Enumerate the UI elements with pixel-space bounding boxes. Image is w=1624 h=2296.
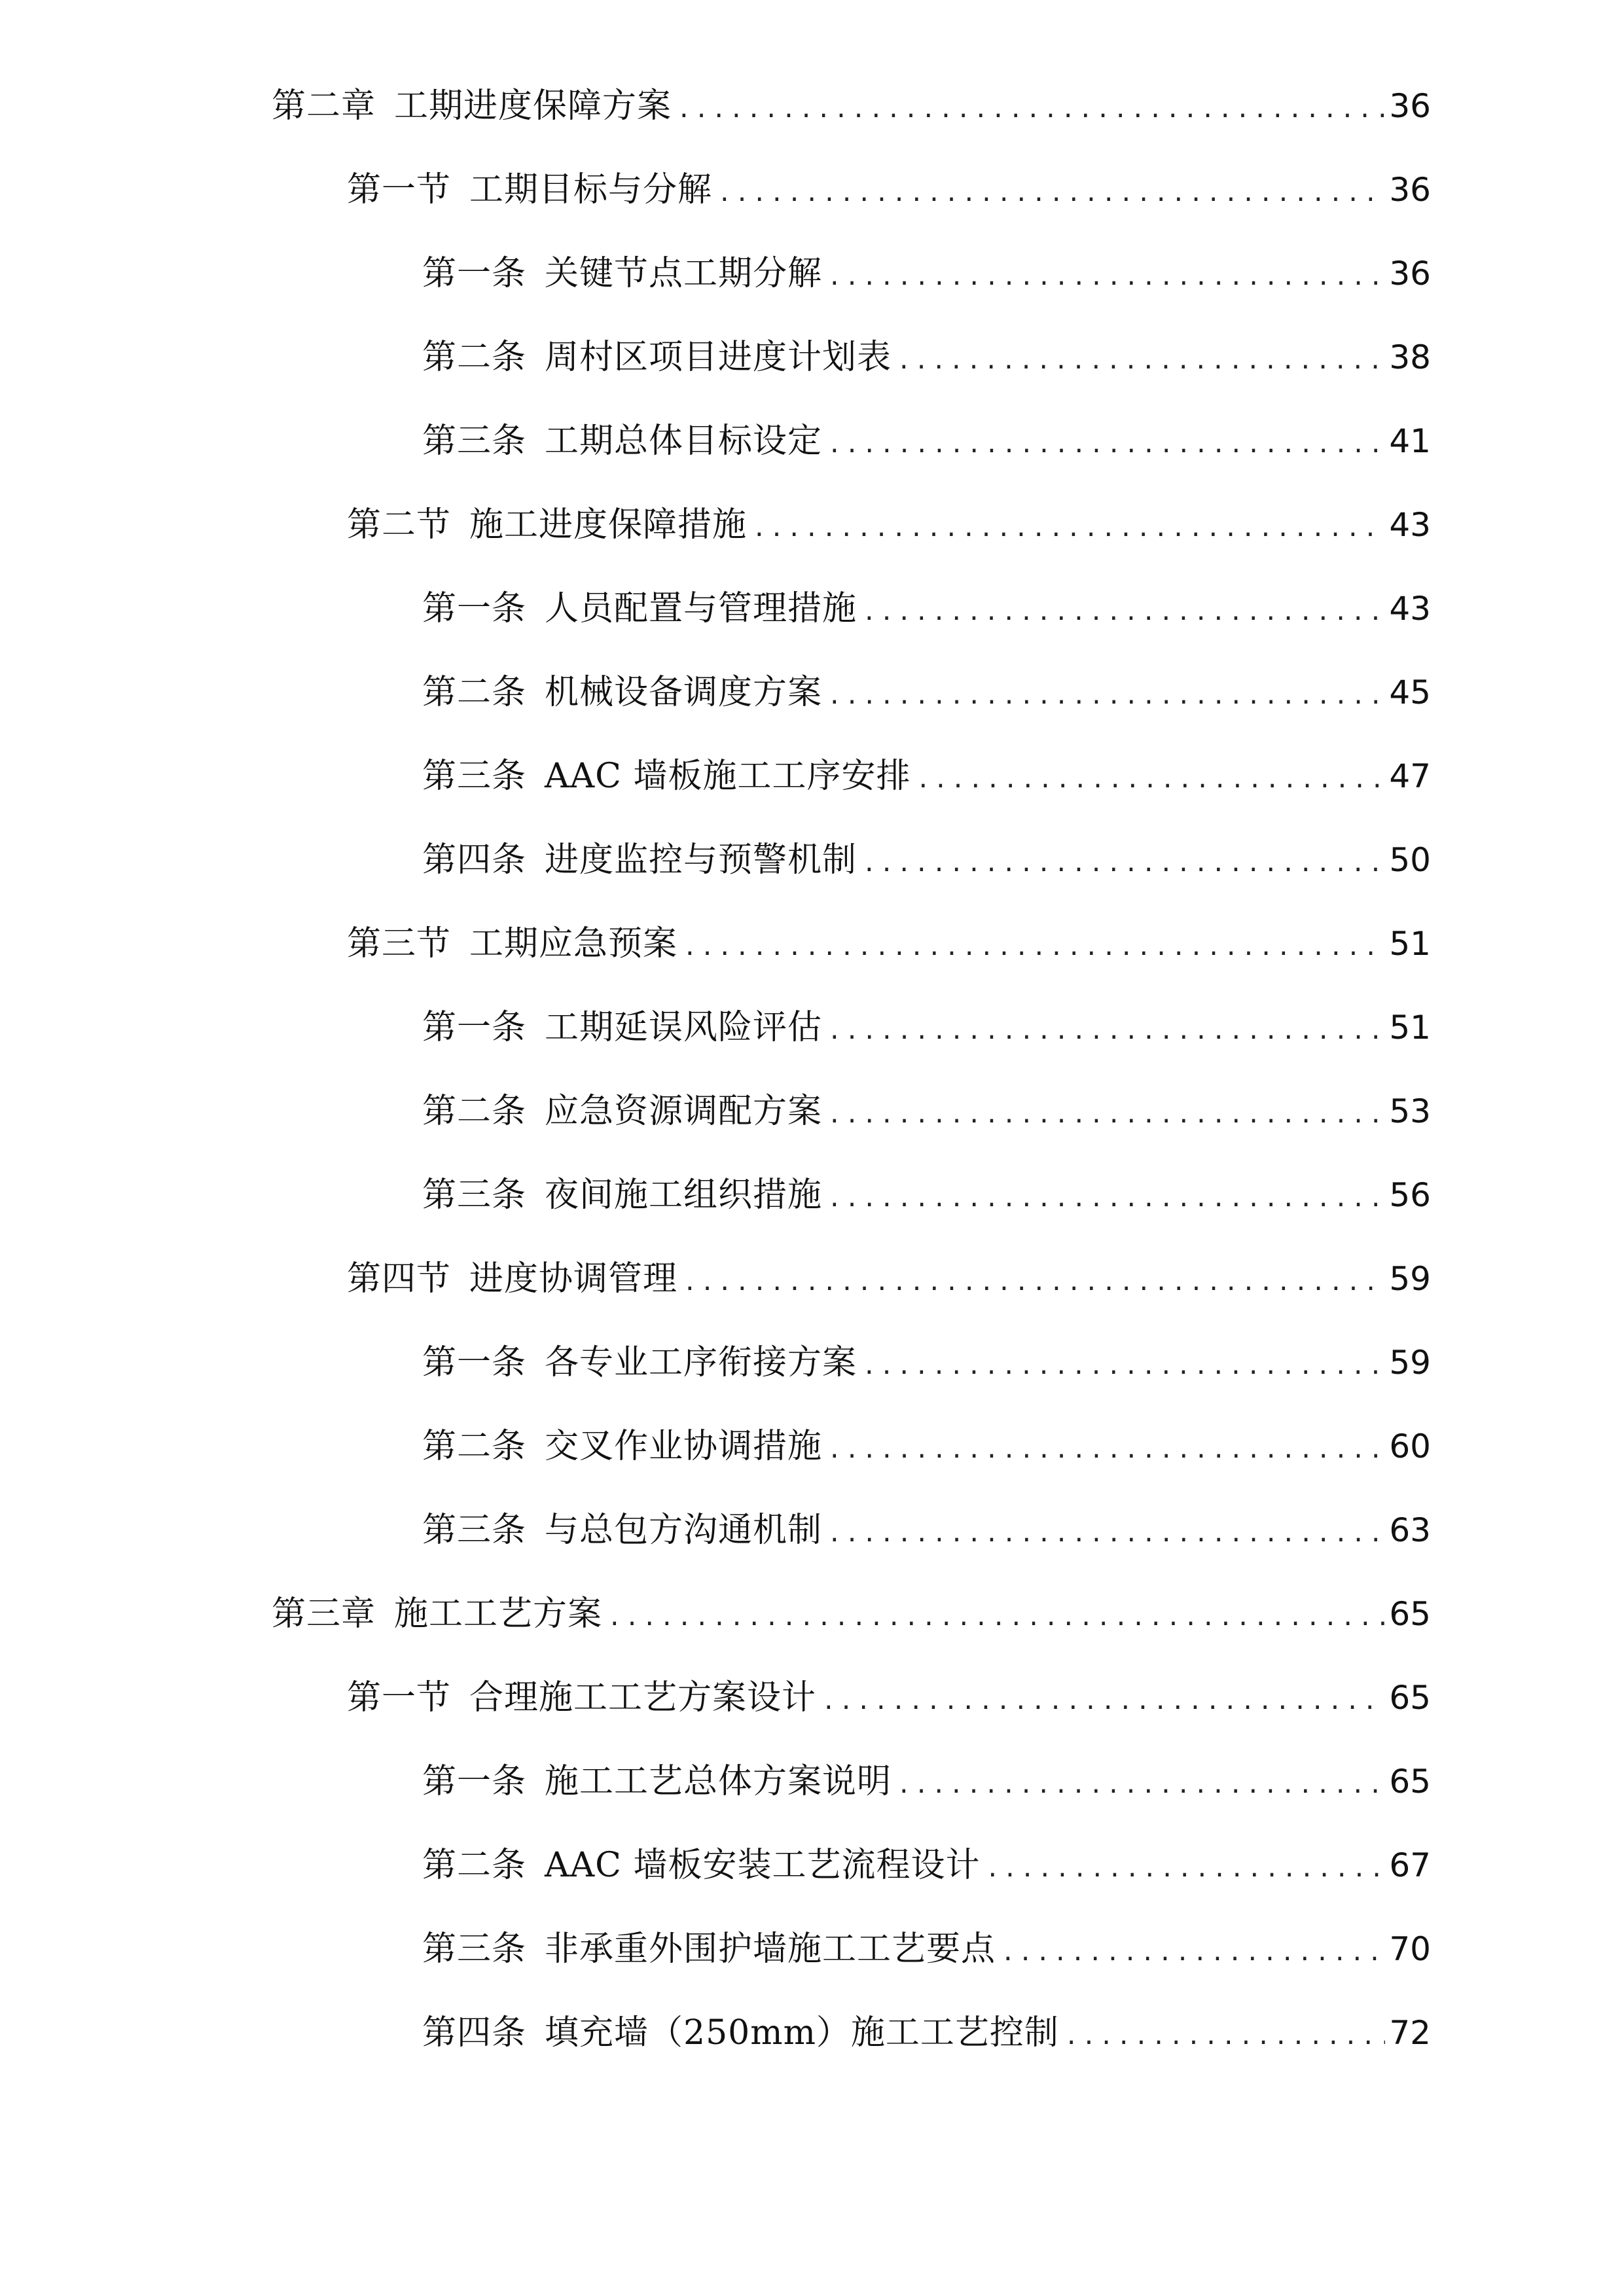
entry-number: 第一节 <box>347 1678 452 1717</box>
entry-page-number: 65 <box>1389 1679 1431 1717</box>
toc-entry-article[interactable] <box>422 415 1431 467</box>
toc-entry-article[interactable] <box>422 2007 1431 2059</box>
dot-leader <box>752 503 1385 555</box>
entry-title: 与总包方沟通机制 <box>545 1511 823 1550</box>
dot-leader <box>717 168 1385 220</box>
entry-page-number: 38 <box>1389 338 1431 376</box>
toc-entry-chapter[interactable] <box>272 1588 1431 1640</box>
toc-entry-article[interactable] <box>422 750 1431 802</box>
dot-leader <box>827 419 1385 471</box>
entry-number: 第四节 <box>347 1259 452 1299</box>
toc-entry-article[interactable] <box>422 1336 1431 1389</box>
entry-title: 工期目标与分解 <box>469 170 713 209</box>
entry-page-number: 36 <box>1389 87 1431 125</box>
toc-entry-article[interactable] <box>422 1504 1431 1556</box>
entry-number: 第三条 <box>422 1929 527 1969</box>
toc-entry-article[interactable] <box>422 1169 1431 1221</box>
entry-number: 第一条 <box>422 1762 527 1801</box>
entry-page-number: 65 <box>1389 1763 1431 1801</box>
entry-page-number: 47 <box>1389 757 1431 795</box>
toc-entry-article[interactable] <box>422 1839 1431 1892</box>
entry-page-number: 59 <box>1389 1344 1431 1382</box>
entry-page-number: 72 <box>1389 2014 1431 2052</box>
toc-entry-section[interactable] <box>347 1672 1431 1724</box>
entry-page-number: 56 <box>1389 1176 1431 1214</box>
toc-entry-article[interactable] <box>422 583 1431 635</box>
entry-number: 第三条 <box>422 1511 527 1550</box>
dot-leader <box>827 1089 1385 1141</box>
entry-title: 填充墙（250mm）施工工艺控制 <box>545 2013 1059 2053</box>
entry-title: 施工进度保障措施 <box>469 505 748 545</box>
entry-number: 第一节 <box>347 170 452 209</box>
entry-number: 第三章 <box>272 1594 376 1634</box>
entry-title: 应急资源调配方案 <box>545 1092 823 1131</box>
dot-leader <box>862 586 1385 639</box>
entry-title: 工期进度保障方案 <box>394 86 672 126</box>
entry-title: 工期延误风险评估 <box>545 1008 823 1047</box>
entry-title: 交叉作业协调措施 <box>545 1427 823 1466</box>
toc-entry-section[interactable] <box>347 499 1431 551</box>
entry-number: 第四条 <box>422 2013 527 2053</box>
entry-title: 工期总体目标设定 <box>545 422 823 461</box>
toc-entry-article[interactable] <box>422 1085 1431 1138</box>
toc-entry-chapter[interactable] <box>272 80 1431 132</box>
entry-title: 合理施工工艺方案设计 <box>469 1678 817 1717</box>
entry-number: 第一条 <box>422 254 527 293</box>
toc-entry-section[interactable] <box>347 918 1431 970</box>
entry-title: 施工工艺总体方案说明 <box>545 1762 892 1801</box>
toc-entry-article[interactable] <box>422 247 1431 300</box>
entry-title: 夜间施工组织措施 <box>545 1175 823 1215</box>
toc-entry-article[interactable] <box>422 666 1431 719</box>
entry-page-number: 41 <box>1389 422 1431 460</box>
entry-page-number: 45 <box>1389 673 1431 711</box>
dot-leader <box>827 1508 1385 1560</box>
dot-leader <box>821 1676 1385 1728</box>
entry-page-number: 70 <box>1389 1930 1431 1968</box>
entry-page-number: 63 <box>1389 1511 1431 1549</box>
entry-page-number: 53 <box>1389 1092 1431 1130</box>
entry-number: 第一条 <box>422 1008 527 1047</box>
toc-entry-article[interactable] <box>422 1001 1431 1054</box>
entry-page-number: 36 <box>1389 171 1431 209</box>
entry-page-number: 51 <box>1389 925 1431 963</box>
dot-leader <box>897 335 1385 387</box>
dot-leader <box>862 838 1385 890</box>
entry-number: 第三条 <box>422 757 527 796</box>
dot-leader <box>1001 1927 1385 1979</box>
entry-number: 第一条 <box>422 1343 527 1382</box>
dot-leader <box>916 754 1385 806</box>
dot-leader <box>827 1173 1385 1225</box>
dot-leader <box>827 670 1385 723</box>
entry-title: 各专业工序衔接方案 <box>545 1343 857 1382</box>
entry-page-number: 43 <box>1389 506 1431 544</box>
dot-leader <box>683 1257 1385 1309</box>
toc-entry-article[interactable] <box>422 1923 1431 1975</box>
entry-title: 进度协调管理 <box>469 1259 678 1299</box>
toc-entry-article[interactable] <box>422 1755 1431 1808</box>
entry-number: 第三条 <box>422 422 527 461</box>
toc-entry-section[interactable] <box>347 164 1431 216</box>
entry-page-number: 65 <box>1389 1595 1431 1633</box>
entry-page-number: 59 <box>1389 1260 1431 1298</box>
dot-leader <box>677 84 1385 136</box>
toc-entry-article[interactable] <box>422 1420 1431 1473</box>
dot-leader <box>827 251 1385 304</box>
entry-page-number: 67 <box>1389 1846 1431 1884</box>
dot-leader <box>683 922 1385 974</box>
toc-entry-article[interactable] <box>422 834 1431 886</box>
entry-title: 施工工艺方案 <box>394 1594 603 1634</box>
entry-number: 第二节 <box>347 505 452 545</box>
entry-page-number: 50 <box>1389 841 1431 879</box>
dot-leader <box>827 1005 1385 1058</box>
dot-leader <box>1064 2011 1385 2063</box>
entry-page-number: 51 <box>1389 1009 1431 1047</box>
entry-number: 第二条 <box>422 1427 527 1466</box>
entry-title: 机械设备调度方案 <box>545 673 823 712</box>
toc-entry-article[interactable] <box>422 331 1431 384</box>
dot-leader <box>827 1424 1385 1477</box>
entry-page-number: 43 <box>1389 590 1431 628</box>
entry-number: 第一条 <box>422 589 527 628</box>
entry-number: 第二条 <box>422 1092 527 1131</box>
entry-number: 第二条 <box>422 338 527 377</box>
entry-title: 工期应急预案 <box>469 924 678 963</box>
dot-leader <box>985 1843 1385 1895</box>
entry-title: 人员配置与管理措施 <box>545 589 857 628</box>
entry-number: 第三节 <box>347 924 452 963</box>
entry-title: 周村区项目进度计划表 <box>545 338 892 377</box>
entry-number: 第二章 <box>272 86 376 126</box>
entry-title: AAC 墙板安装工艺流程设计 <box>545 1846 981 1885</box>
entry-page-number: 36 <box>1389 255 1431 293</box>
entry-number: 第二条 <box>422 1846 527 1885</box>
entry-title: 非承重外围护墙施工工艺要点 <box>545 1929 996 1969</box>
entry-page-number: 60 <box>1389 1427 1431 1465</box>
entry-title: 进度监控与预警机制 <box>545 840 857 880</box>
entry-number: 第三条 <box>422 1175 527 1215</box>
entry-number: 第二条 <box>422 673 527 712</box>
dot-leader <box>607 1592 1385 1644</box>
toc-entry-section[interactable] <box>347 1253 1431 1305</box>
entry-number: 第四条 <box>422 840 527 880</box>
dot-leader <box>862 1340 1385 1393</box>
entry-title: 关键节点工期分解 <box>545 254 823 293</box>
entry-title: AAC 墙板施工工序安排 <box>545 757 911 796</box>
dot-leader <box>897 1759 1385 1812</box>
